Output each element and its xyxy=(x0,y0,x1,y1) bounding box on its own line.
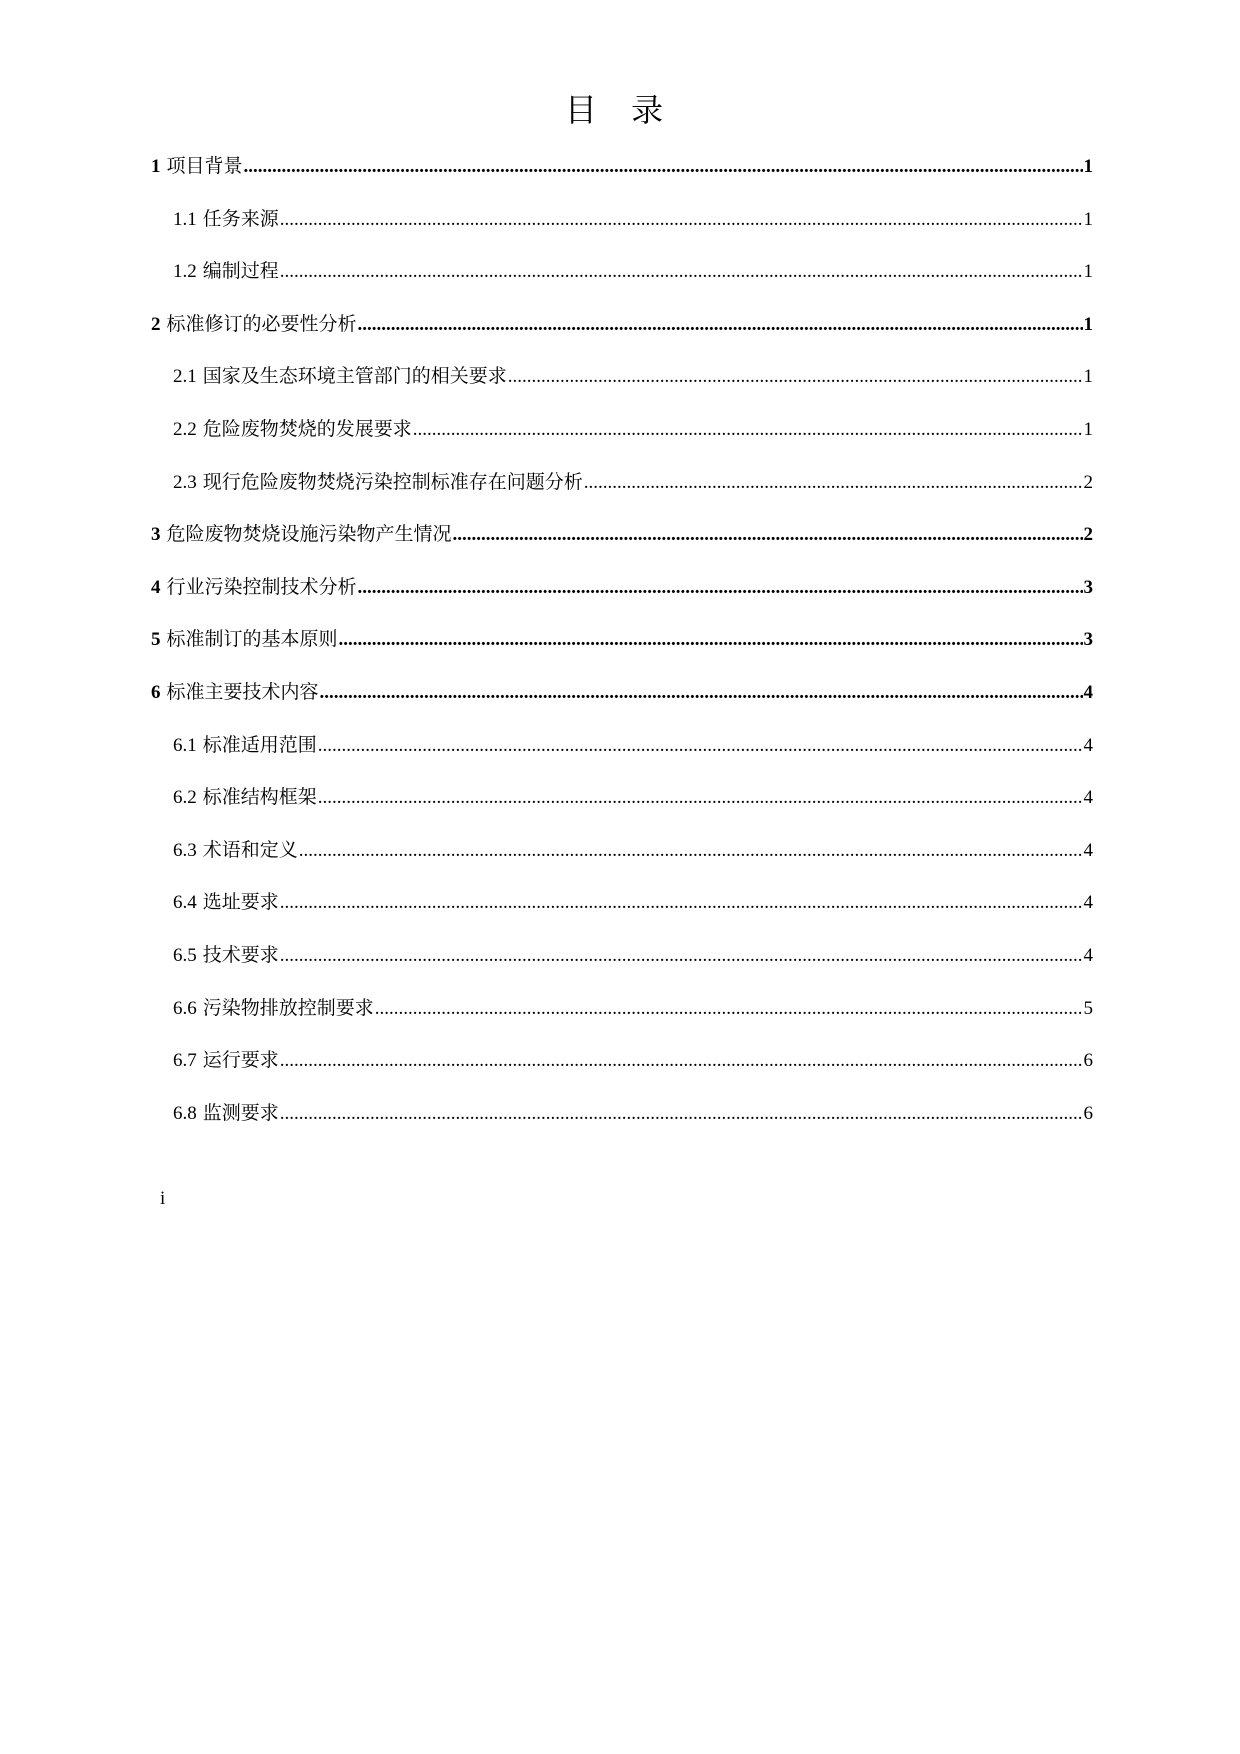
toc-entry-number: 2.3 xyxy=(173,471,197,493)
toc-entry-label: 运行要求 xyxy=(202,1049,279,1072)
toc-entry-label: 现行危险废物焚烧污染控制标准存在问题分析 xyxy=(202,470,583,493)
table-of-contents xyxy=(151,140,1093,1139)
toc-dot-leader xyxy=(280,194,1083,247)
toc-dot-leader xyxy=(413,404,1083,457)
toc-entry-number: 6.3 xyxy=(173,839,197,861)
toc-entry-page: 2 xyxy=(1083,524,1093,546)
toc-entry[interactable] xyxy=(151,771,1093,824)
toc-entry-page: 4 xyxy=(1083,787,1093,809)
toc-entry-label: 任务来源 xyxy=(202,207,279,230)
toc-dot-leader xyxy=(280,1088,1083,1141)
toc-entry-page: 1 xyxy=(1083,366,1093,388)
toc-dot-leader xyxy=(280,877,1083,930)
toc-entry[interactable] xyxy=(151,298,1093,351)
toc-entry[interactable] xyxy=(151,982,1093,1035)
toc-entry-page: 1 xyxy=(1083,313,1093,335)
toc-entry-number: 6 xyxy=(151,681,161,703)
toc-dot-leader xyxy=(358,299,1083,352)
toc-entry[interactable] xyxy=(151,824,1093,877)
toc-dot-leader xyxy=(280,1035,1083,1088)
toc-entry-label: 选址要求 xyxy=(202,891,279,914)
toc-entry[interactable] xyxy=(151,140,1093,193)
toc-entry[interactable] xyxy=(151,245,1093,298)
toc-entry[interactable] xyxy=(151,1087,1093,1140)
toc-dot-leader xyxy=(280,246,1083,299)
toc-entry-page: 4 xyxy=(1083,944,1093,966)
toc-entry[interactable] xyxy=(151,561,1093,614)
toc-dot-leader xyxy=(318,772,1083,825)
toc-entry-page: 1 xyxy=(1083,418,1093,440)
toc-entry-label: 标准制订的基本原则 xyxy=(166,628,338,651)
toc-dot-leader xyxy=(375,983,1083,1036)
toc-entry-number: 2.1 xyxy=(173,366,197,388)
toc-entry-label: 标准结构框架 xyxy=(202,786,317,809)
toc-entry-label: 国家及生态环境主管部门的相关要求 xyxy=(202,365,507,388)
toc-entry[interactable] xyxy=(151,193,1093,246)
toc-entry[interactable] xyxy=(151,719,1093,772)
toc-entry-label: 标准修订的必要性分析 xyxy=(166,312,357,335)
toc-entry-page: 1 xyxy=(1083,156,1093,177)
toc-entry[interactable] xyxy=(151,456,1093,509)
toc-entry[interactable] xyxy=(151,1034,1093,1087)
toc-entry-number: 4 xyxy=(151,576,161,598)
toc-entry-number: 6.5 xyxy=(173,944,197,966)
page-number: i xyxy=(160,1188,166,1209)
toc-entry-label: 危险废物焚烧的发展要求 xyxy=(202,417,412,440)
toc-entry[interactable] xyxy=(151,350,1093,403)
page-title: 目 录 xyxy=(564,91,676,129)
toc-dot-leader xyxy=(318,720,1083,773)
toc-entry-number: 3 xyxy=(151,524,161,546)
toc-entry-page: 5 xyxy=(1083,997,1093,1019)
toc-entry-label: 行业污染控制技术分析 xyxy=(166,575,357,598)
toc-entry[interactable] xyxy=(151,666,1093,719)
toc-dot-leader xyxy=(584,457,1083,510)
toc-entry-number: 6.4 xyxy=(173,892,197,914)
toc-entry-page: 4 xyxy=(1083,681,1093,703)
toc-entry[interactable] xyxy=(151,508,1093,561)
toc-entry-number: 6.6 xyxy=(173,997,197,1019)
toc-entry-page: 4 xyxy=(1083,892,1093,914)
toc-entry-page: 3 xyxy=(1083,576,1093,598)
toc-entry-number: 1.2 xyxy=(173,261,197,283)
toc-entry[interactable] xyxy=(151,613,1093,666)
toc-entry-page: 4 xyxy=(1083,734,1093,756)
toc-entry-page: 3 xyxy=(1083,629,1093,651)
toc-entry-label: 监测要求 xyxy=(202,1101,279,1124)
toc-entry-page: 2 xyxy=(1083,471,1093,493)
toc-dot-leader xyxy=(358,562,1083,615)
toc-entry-label: 项目背景 xyxy=(166,155,243,177)
toc-entry-label: 技术要求 xyxy=(202,943,279,966)
toc-entry-page: 6 xyxy=(1083,1102,1093,1124)
toc-entry[interactable] xyxy=(151,929,1093,982)
toc-entry-number: 1 xyxy=(151,156,161,177)
toc-entry-number: 6.7 xyxy=(173,1050,197,1072)
toc-entry-number: 6.8 xyxy=(173,1102,197,1124)
toc-entry-label: 标准主要技术内容 xyxy=(166,680,319,703)
toc-dot-leader xyxy=(299,825,1083,878)
toc-entry-page: 1 xyxy=(1083,261,1093,283)
toc-entry-page: 4 xyxy=(1083,839,1093,861)
toc-entry[interactable] xyxy=(151,876,1093,929)
toc-dot-leader xyxy=(280,930,1083,983)
toc-dot-leader xyxy=(508,351,1083,404)
toc-dot-leader xyxy=(453,509,1083,562)
toc-dot-leader xyxy=(320,667,1083,720)
toc-entry-page: 6 xyxy=(1083,1050,1093,1072)
toc-entry-number: 6.2 xyxy=(173,787,197,809)
toc-entry-number: 2.2 xyxy=(173,418,197,440)
toc-entry-number: 1.1 xyxy=(173,208,197,230)
toc-dot-leader xyxy=(244,141,1083,194)
toc-entry-number: 5 xyxy=(151,629,161,651)
toc-entry-number: 2 xyxy=(151,313,161,335)
toc-entry-label: 污染物排放控制要求 xyxy=(202,996,374,1019)
toc-entry[interactable] xyxy=(151,403,1093,456)
toc-entry-label: 危险废物焚烧设施污染物产生情况 xyxy=(166,523,452,546)
toc-entry-label: 标准适用范围 xyxy=(202,733,317,756)
toc-entry-label: 编制过程 xyxy=(202,260,279,283)
toc-entry-label: 术语和定义 xyxy=(202,838,298,861)
toc-entry-number: 6.1 xyxy=(173,734,197,756)
toc-dot-leader xyxy=(339,614,1083,667)
toc-entry-page: 1 xyxy=(1083,208,1093,230)
